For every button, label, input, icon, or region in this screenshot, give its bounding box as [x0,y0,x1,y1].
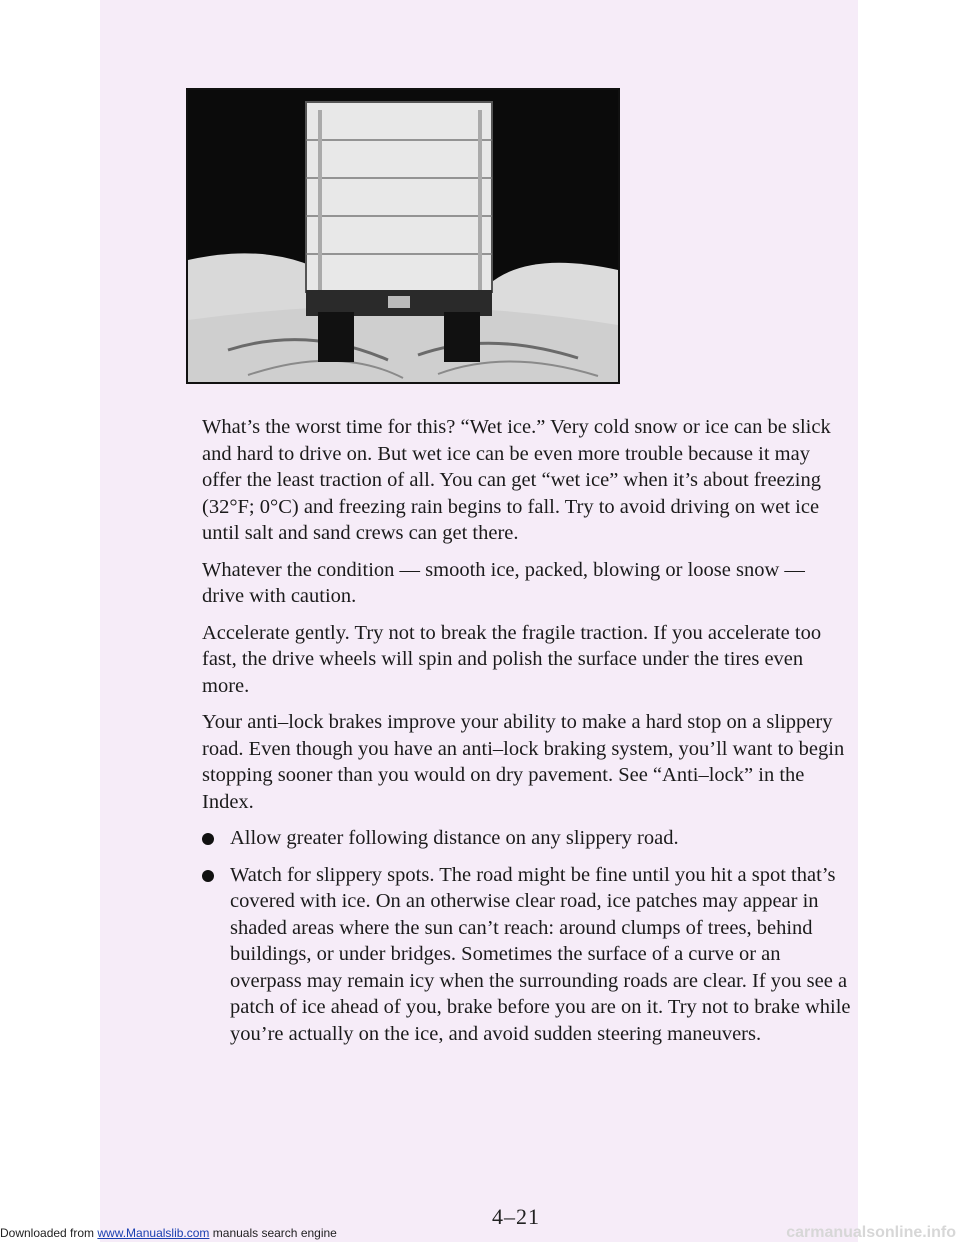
list-item [202,862,852,1048]
list-item [202,825,852,852]
truck-on-wet-ice-photo [186,88,620,384]
banner-suffix: manuals search engine [209,1226,337,1240]
paragraph-drive-with-caution: Whatever the condition — smooth ice, packed, blowing or loose snow — drive with caution. [202,558,805,607]
bullet-icon [202,833,214,845]
body-text [202,414,852,1057]
paragraph-accelerate-gently: Accelerate gently. Try not to break the fragile traction. If you accelerate too fast, the drive wheels will spin and polish the surface under the tires even more. [202,621,822,697]
manual-page [100,0,858,1242]
list-item-text: Allow greater following distance on any slippery road. [230,827,679,849]
list-item-text: Watch for slippery spots. The road might be fine until you hit a spot that’s covered with ice. On an otherwise clear road, ice patches may appear in shaded areas where the sun can’t reach: around clumps of trees, behind buildings, or under bridges. Sometimes the surface of a curve or an overpass may remain icy when the surrounding roads are clear. If you see a patch of ice ahead of you, brake before you are on it. Try not to brake while you’re actually on the ice, and avoid sudden steering maneuvers. [230,863,851,1045]
bullet-icon [202,870,214,882]
download-banner [0,1226,337,1240]
banner-prefix: Downloaded from [0,1226,98,1240]
page-number: 4–21 [492,1204,540,1229]
site-watermark: carmanualsonline.info [786,1224,956,1241]
paragraph-anti-lock-brakes: Your anti–lock brakes improve your ability to make a hard stop on a slippery road. Even though you have an anti–lock braking system, you’ll want to begin stopping sooner than you would on dry pavement. See “Anti–lock” in the Index. [202,711,845,813]
manualslib-link[interactable]: www.Manualslib.com [97,1226,210,1240]
tips-list [202,825,852,1047]
paragraph-wet-ice: What’s the worst time for this? “Wet ice.” Very cold snow or ice can be slick and hard to drive on. But wet ice can be even more trouble because it may offer the least traction of all. You can get “wet ice” when it’s about freezing (32°F; 0°C) and freezing rain begins to fall. Try to avoid driving on wet ice until salt and sand crews can get there. [202,416,831,544]
